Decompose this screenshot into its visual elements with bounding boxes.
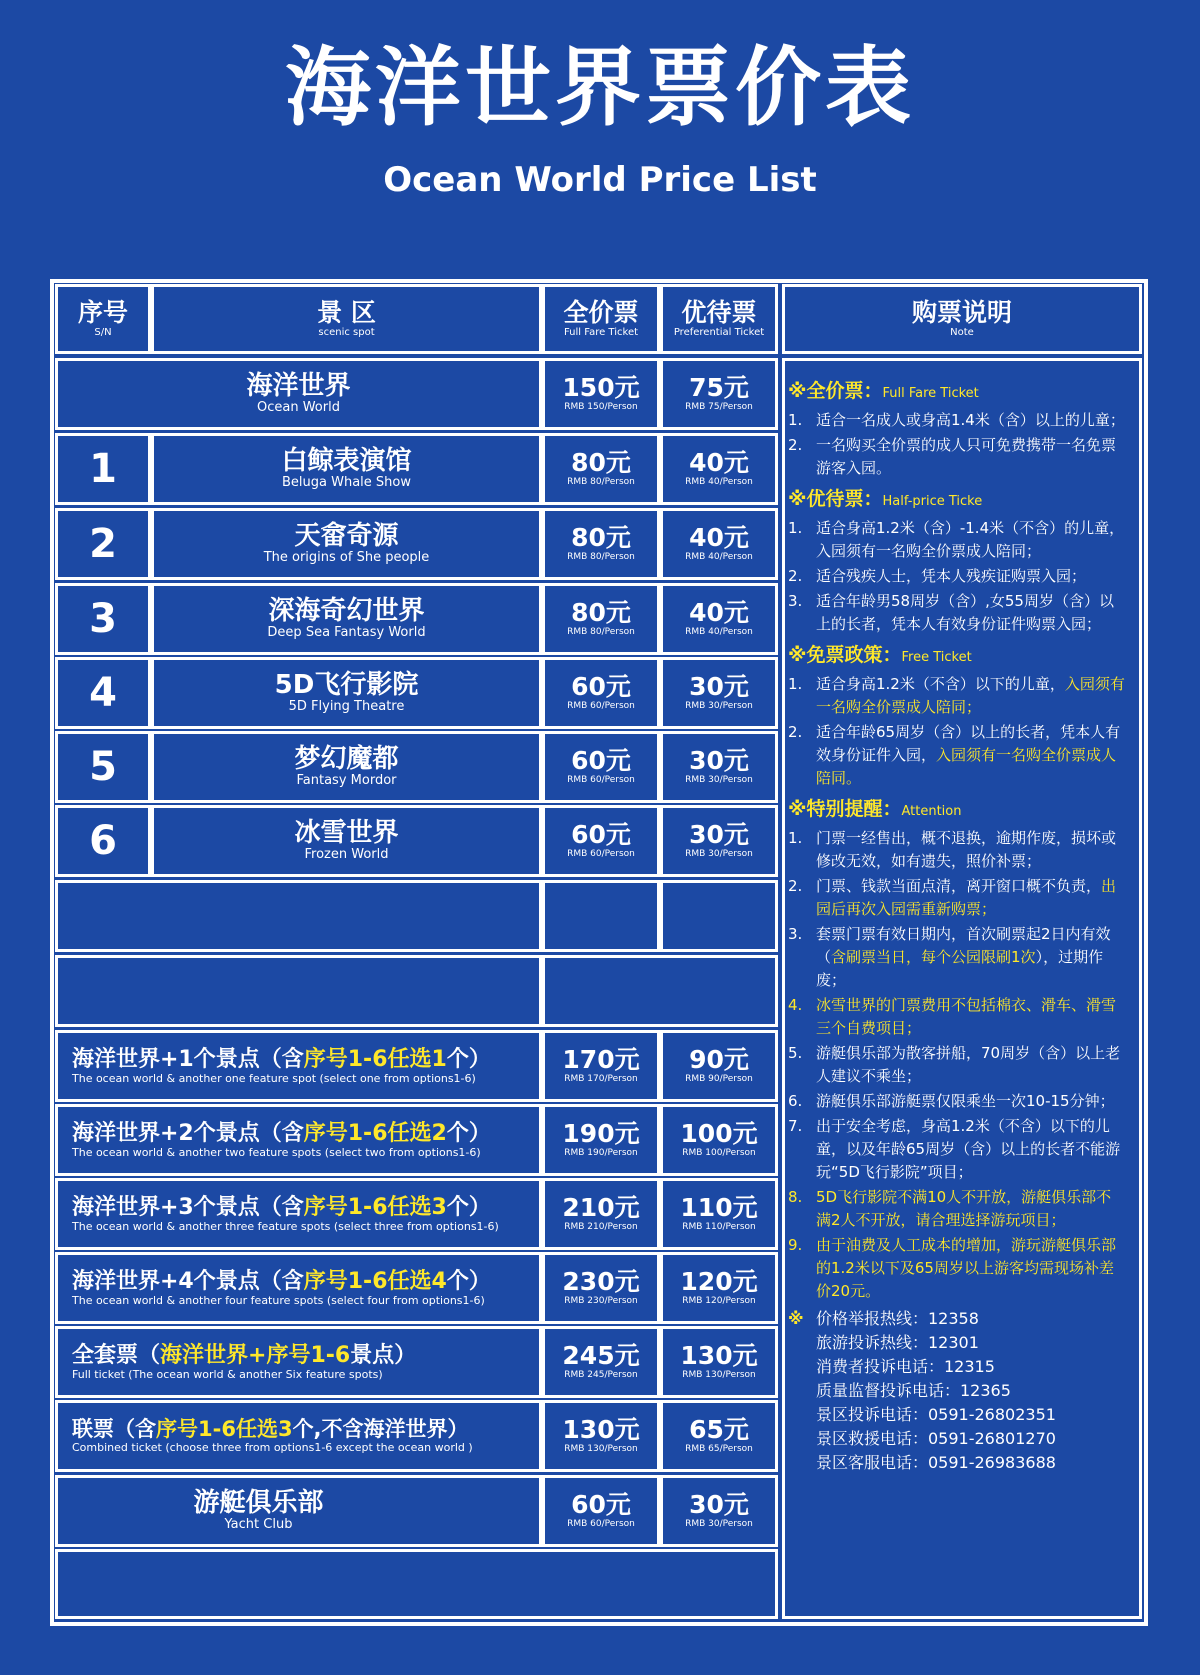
hotline-item: 质量监督投诉电话：12365: [816, 1381, 1011, 1400]
empty-cell: [660, 880, 778, 952]
spot-pref-value: 40元: [689, 448, 749, 478]
header-note-zh: 购票说明: [911, 298, 1012, 328]
combo-name-zh: [72, 1269, 491, 1294]
spot-pref-price: [660, 583, 778, 655]
spot-name: [151, 657, 542, 729]
combo-name-zh: [72, 1047, 491, 1072]
combo-full-value: 210元: [562, 1193, 640, 1223]
combo-pref-en: RMB 90/Person: [685, 1073, 753, 1084]
reference-mark-icon: ※: [788, 1309, 804, 1328]
header-spot-en: scenic spot: [318, 326, 375, 338]
page-subtitle: Ocean World Price List: [383, 160, 817, 200]
combo-zh-highlight: 序号1-6任选2: [303, 1120, 447, 1146]
main-pref-en: RMB 75/Person: [685, 401, 753, 412]
combo-pref-en: RMB 100/Person: [682, 1147, 756, 1158]
spot-full-price: [542, 805, 660, 877]
note-item: 3. 套票门票有效日期内，首次刷票起2日内有效（含刷票当日，每个公园限刷1次），过期作废；: [788, 925, 1111, 989]
note-item-text: 适合身高1.2米（含）-1.4米（不含）的儿童，入园须有一名购全价票成人陪同；: [816, 519, 1125, 560]
note-item: 2. 适合年龄65周岁（含）以上的长者，凭本人有效身份证件入园，入园须有一名购全价票成人陪同。: [788, 723, 1121, 787]
spot-full-en: RMB 60/Person: [567, 848, 635, 859]
spot-name-zh: 冰雪世界: [294, 818, 399, 849]
note-heading-attention-en: Attention: [901, 804, 962, 819]
spot-pref-value: 30元: [689, 820, 749, 850]
spot-pref-en: RMB 40/Person: [685, 551, 753, 562]
main-spot: [55, 358, 542, 430]
combo-full-value: 130元: [562, 1415, 640, 1445]
note-item-text: 由于油费及人工成本的增加，游玩游艇俱乐部的1.2米以下及65周岁以上游客均需现场补差价20元。: [816, 1236, 1117, 1300]
combo-pref-value: 110元: [680, 1193, 758, 1223]
spot-pref-value: 30元: [689, 746, 749, 776]
spot-full-price: [542, 731, 660, 803]
spot-name-zh: 深海奇幻世界: [268, 596, 425, 627]
header-full-en: Full Fare Ticket: [563, 326, 639, 338]
combo-zh-b: 景点）: [350, 1342, 417, 1368]
hotline-item: 景区投诉电话：0591-26802351: [816, 1405, 1056, 1424]
note-item: 3. 适合年龄男58周岁（含）,女55周岁（含）以上的长者，凭本人有效身份证件购票入园；: [788, 592, 1114, 633]
spot-full-value: 80元: [571, 448, 631, 478]
spot-num-text: 1: [89, 446, 117, 492]
hotline-item: 景区救援电话：0591-26801270: [816, 1429, 1056, 1448]
spot-pref-en: RMB 30/Person: [685, 848, 753, 859]
spot-full-value: 80元: [571, 598, 631, 628]
spot-pref-en: RMB 30/Person: [685, 774, 753, 785]
main-spot-en: Ocean World: [257, 399, 340, 415]
spot-full-value: 60元: [571, 746, 631, 776]
hotline-item: 价格举报热线：12358: [816, 1309, 979, 1328]
combo-name-en: Full ticket (The ocean world & another Six feature spots): [72, 1368, 383, 1382]
spot-pref-price: [660, 508, 778, 580]
header-sn: [55, 284, 151, 354]
combo-pref-value: 120元: [680, 1267, 758, 1297]
spot-num: [55, 433, 151, 505]
combo-zh-b: 个）: [446, 1046, 491, 1072]
combo-zh-b: 个）: [446, 1120, 491, 1146]
empty-cell: [55, 1549, 778, 1619]
spot-name-zh: 白鲸表演馆: [281, 446, 412, 477]
spot-name-en: Frozen World: [304, 846, 389, 862]
main-full-en: RMB 150/Person: [564, 401, 638, 412]
header-full: [542, 284, 660, 354]
header-pref: [660, 284, 778, 354]
combo-zh-highlight: 海洋世界+序号1-6: [160, 1342, 351, 1368]
spot-full-value: 60元: [571, 820, 631, 850]
combo-pref-value: 130元: [680, 1341, 758, 1371]
main-spot-zh: 海洋世界: [246, 371, 351, 402]
page-title: 海洋世界票价表: [285, 38, 915, 138]
combo-full-en: RMB 170/Person: [564, 1073, 638, 1084]
combo-name-en: Combined ticket (choose three from options1-6 except the ocean world ): [72, 1441, 473, 1455]
note-heading-pref-zh: ※优待票：: [788, 488, 883, 510]
spot-pref-en: RMB 40/Person: [685, 626, 753, 637]
spot-name-en: Fantasy Mordor: [296, 772, 397, 788]
combo-zh-b: 个）: [446, 1194, 491, 1220]
spot-num-text: 3: [89, 596, 117, 642]
spot-num: [55, 508, 151, 580]
hotline-item: 景区客服电话：0591-26983688: [816, 1453, 1056, 1472]
spot-full-en: RMB 80/Person: [567, 476, 635, 487]
spot-pref-price: [660, 657, 778, 729]
note-item-text-end: ），过期作废；: [816, 948, 1104, 989]
note-item: 2. 门票、钱款当面点清，离开窗口概不负责，出园后再次入园需重新购票；: [788, 877, 1117, 918]
note-item-text: 门票、钱款当面点清，离开窗口概不负责，: [816, 877, 1102, 895]
note-heading-free: [788, 640, 1126, 667]
note-item-text: 游艇俱乐部游艇票仅限乘坐一次10-15分钟；: [816, 1092, 1115, 1110]
spot-num: [55, 805, 151, 877]
combo-pref-en: RMB 130/Person: [682, 1369, 756, 1380]
combo-pref-en: RMB 120/Person: [682, 1295, 756, 1306]
header-spot: [151, 284, 542, 354]
note-item: 1. 适合身高1.2米（含）-1.4米（不含）的儿童，入园须有一名购全价票成人陪同；: [788, 519, 1125, 560]
note-item-text: 门票一经售出，概不退换，逾期作废，损坏或修改无效，如有遗失，照价补票；: [816, 829, 1117, 870]
combo-pref-value: 100元: [680, 1119, 758, 1149]
spot-name-zh: 天畲奇源: [294, 521, 399, 552]
spot-name-en: Beluga Whale Show: [282, 474, 411, 490]
combo-zh-a: 全套票（: [72, 1342, 161, 1368]
combo-name: [55, 1400, 542, 1472]
combo-full-price: [542, 1030, 660, 1102]
note-item-text: 适合残疾人士，凭本人残疾证购票入园；: [816, 567, 1087, 585]
empty-cell: [55, 955, 542, 1027]
note-heading-free-en: Free Ticket: [901, 650, 972, 665]
empty-cell: [55, 880, 542, 952]
combo-pref-price: [660, 1400, 778, 1472]
note-item-text: 5D飞行影院不满10人不开放，游艇俱乐部不满2人不开放，请合理选择游玩项目；: [816, 1188, 1112, 1229]
combo-zh-a: 海洋世界+4个景点（含: [72, 1268, 304, 1294]
spot-name: [151, 805, 542, 877]
spot-name: [151, 731, 542, 803]
spot-full-en: RMB 60/Person: [567, 774, 635, 785]
spot-full-en: RMB 80/Person: [567, 626, 635, 637]
yacht-pref-value: 30元: [689, 1490, 749, 1520]
empty-cell: [542, 955, 778, 1027]
hotline-list: [788, 1307, 1126, 1475]
main-pref-price: [660, 358, 778, 430]
note-item-text: 一名购买全价票的成人只可免费携带一名免票游客入园。: [816, 436, 1117, 477]
spot-pref-price: [660, 805, 778, 877]
combo-name-en: The ocean world & another four feature spots (select four from options1-6): [72, 1294, 485, 1308]
combo-pref-price: [660, 1252, 778, 1324]
yacht-name-zh: 游艇俱乐部: [193, 1488, 324, 1519]
note-item: 4. 冰雪世界的门票费用不包括棉衣、滑车、滑雪三个自费项目；: [788, 996, 1117, 1037]
note-item-text: 适合年龄男58周岁（含）,女55周岁（含）以上的长者，凭本人有效身份证件购票入园；: [816, 592, 1114, 633]
combo-full-price: [542, 1104, 660, 1176]
spot-name: [151, 583, 542, 655]
main-full-value: 150元: [562, 373, 640, 403]
note-item: 1. 适合一名成人或身高1.4米（含）以上的儿童；: [788, 411, 1125, 429]
combo-name: [55, 1326, 542, 1398]
yacht-name: [55, 1475, 542, 1547]
combo-name: [55, 1104, 542, 1176]
spot-pref-en: RMB 40/Person: [685, 476, 753, 487]
spot-pref-value: 30元: [689, 672, 749, 702]
combo-name-en: The ocean world & another one feature spot (select one from options1-6): [72, 1072, 476, 1086]
header-sn-zh: 序号: [77, 298, 128, 328]
combo-name-zh: [72, 1343, 416, 1368]
note-heading-attention: [788, 794, 1126, 821]
yacht-pref-price: [660, 1475, 778, 1547]
note-item-highlight: 含刷票当日，每个公园限刷1次: [831, 948, 1036, 966]
note-item-text: 出于安全考虑，身高1.2米（不含）以下的儿童，以及年龄65周岁（含）以上的长者不能游玩“5D飞行影院”项目；: [816, 1117, 1121, 1181]
combo-zh-highlight: 序号1-6任选4: [303, 1268, 447, 1294]
combo-pref-value: 90元: [689, 1045, 749, 1075]
combo-zh-a: 联票（含: [72, 1417, 156, 1442]
spot-pref-price: [660, 433, 778, 505]
combo-name: [55, 1252, 542, 1324]
spot-full-price: [542, 508, 660, 580]
note-item: 9. 由于油费及人工成本的增加，游玩游艇俱乐部的1.2米以下及65周岁以上游客均需现场补差价20元。: [788, 1236, 1117, 1300]
note-item-text: 游艇俱乐部为散客拼船，70周岁（含）以上老人建议不乘坐；: [816, 1044, 1121, 1085]
combo-full-value: 170元: [562, 1045, 640, 1075]
spot-pref-value: 40元: [689, 523, 749, 553]
note-item-text: 适合一名成人或身高1.4米（含）以上的儿童；: [816, 411, 1125, 429]
spot-num: [55, 583, 151, 655]
yacht-full-price: [542, 1475, 660, 1547]
combo-full-en: RMB 230/Person: [564, 1295, 638, 1306]
spot-name-en: 5D Flying Theatre: [288, 698, 405, 714]
note-item-text: 适合年龄65周岁（含）以上的长者，凭本人有效身份证件入园，: [816, 723, 1121, 764]
combo-full-price: [542, 1400, 660, 1472]
combo-zh-highlight: 序号1-6任选3: [303, 1194, 447, 1220]
combo-zh-highlight: 序号1-6任选3: [156, 1417, 293, 1442]
combo-zh-highlight: 序号1-6任选1: [303, 1046, 447, 1072]
spot-pref-price: [660, 731, 778, 803]
spot-name: [151, 433, 542, 505]
combo-name-en: The ocean world & another three feature spots (select three from options1-6): [72, 1220, 499, 1234]
spot-num-text: 2: [89, 521, 117, 567]
main-pref-value: 75元: [689, 373, 749, 403]
spot-full-value: 80元: [571, 523, 631, 553]
note-item: 6. 游艇俱乐部游艇票仅限乘坐一次10-15分钟；: [788, 1092, 1115, 1110]
empty-cell: [542, 880, 660, 952]
note-item: 1. 门票一经售出，概不退换，逾期作废，损坏或修改无效，如有遗失，照价补票；: [788, 829, 1117, 870]
combo-zh-b: 个,不含海洋世界）: [292, 1417, 469, 1442]
spot-full-en: RMB 60/Person: [567, 700, 635, 711]
combo-zh-a: 海洋世界+1个景点（含: [72, 1046, 304, 1072]
spot-num: [55, 657, 151, 729]
main-full-price: [542, 358, 660, 430]
spot-full-price: [542, 583, 660, 655]
spot-pref-en: RMB 30/Person: [685, 700, 753, 711]
note-item: 2. 适合残疾人士，凭本人残疾证购票入园；: [788, 567, 1087, 585]
combo-pref-en: RMB 65/Person: [685, 1443, 753, 1454]
note-item-highlight: 出园后再次入园需重新购票；: [816, 877, 1117, 918]
note-item: 1. 适合身高1.2米（不含）以下的儿童，入园须有一名购全价票成人陪同；: [788, 675, 1125, 716]
note-item-highlight: 入园须有一名购全价票成人陪同。: [816, 746, 1117, 787]
combo-pref-value: 65元: [689, 1415, 749, 1445]
spot-num-text: 4: [89, 670, 117, 716]
note-heading-attention-zh: ※特别提醒：: [788, 798, 902, 820]
spot-full-en: RMB 80/Person: [567, 551, 635, 562]
header-note-en: Note: [950, 326, 974, 338]
yacht-full-en: RMB 60/Person: [567, 1518, 635, 1529]
combo-full-value: 190元: [562, 1119, 640, 1149]
note-item-text: 冰雪世界的门票费用不包括棉衣、滑车、滑雪三个自费项目；: [816, 996, 1117, 1037]
spot-full-price: [542, 657, 660, 729]
combo-full-en: RMB 245/Person: [564, 1369, 638, 1380]
header-pref-zh: 优待票: [681, 298, 757, 328]
combo-pref-price: [660, 1178, 778, 1250]
combo-pref-price: [660, 1030, 778, 1102]
note-heading-pref-en: Half-price Ticke: [882, 494, 983, 509]
spot-name: [151, 508, 542, 580]
header-full-zh: 全价票: [563, 298, 639, 328]
yacht-pref-en: RMB 30/Person: [685, 1518, 753, 1529]
combo-name-zh: [72, 1417, 469, 1441]
spot-name-en: Deep Sea Fantasy World: [267, 624, 426, 640]
combo-pref-price: [660, 1326, 778, 1398]
note-item: 5. 游艇俱乐部为散客拼船，70周岁（含）以上老人建议不乘坐；: [788, 1044, 1121, 1085]
spot-name-en: The origins of She people: [263, 549, 430, 565]
header-note: [782, 284, 1142, 354]
combo-full-price: [542, 1252, 660, 1324]
note-heading-full-zh: ※全价票：: [788, 380, 883, 402]
note-item: 7. 出于安全考虑，身高1.2米（不含）以下的儿童，以及年龄65周岁（含）以上的长者不能游玩“5D飞行影院”项目；: [788, 1117, 1121, 1181]
combo-full-en: RMB 210/Person: [564, 1221, 638, 1232]
header-pref-en: Preferential Ticket: [673, 326, 765, 338]
spot-name-zh: 梦幻魔都: [294, 744, 399, 775]
combo-pref-price: [660, 1104, 778, 1176]
combo-name: [55, 1178, 542, 1250]
spot-name-zh: 5D飞行影院: [274, 670, 419, 701]
combo-zh-a: 海洋世界+3个景点（含: [72, 1194, 304, 1220]
note-heading-full: [788, 376, 1126, 403]
yacht-name-en: Yacht Club: [224, 1516, 293, 1532]
note-item-text: 适合身高1.2米（不含）以下的儿童，: [816, 675, 1065, 693]
header-sn-en: S/N: [94, 326, 112, 338]
combo-full-value: 245元: [562, 1341, 640, 1371]
note-item-text: 套票门票有效日期内，首次刷票起2日内有效（: [816, 925, 1111, 966]
note-item-highlight: 入园须有一名购全价票成人陪同；: [816, 675, 1125, 716]
hotline-item: 消费者投诉电话：12315: [816, 1357, 995, 1376]
header-spot-zh: 景 区: [317, 298, 376, 328]
note-heading-free-zh: ※免票政策：: [788, 644, 902, 666]
note-heading-pref: [788, 484, 1126, 511]
yacht-full-value: 60元: [571, 1490, 631, 1520]
hotline-item: 旅游投诉热线：12301: [816, 1333, 979, 1352]
combo-full-price: [542, 1178, 660, 1250]
combo-name-zh: [72, 1195, 491, 1220]
combo-zh-a: 海洋世界+2个景点（含: [72, 1120, 304, 1146]
spot-pref-value: 40元: [689, 598, 749, 628]
combo-name-en: The ocean world & another two feature spots (select two from options1-6): [72, 1146, 481, 1160]
spot-num-text: 5: [89, 744, 117, 790]
spot-num-text: 6: [89, 818, 117, 864]
spot-full-value: 60元: [571, 672, 631, 702]
note-item: 8. 5D飞行影院不满10人不开放，游艇俱乐部不满2人不开放，请合理选择游玩项目；: [788, 1188, 1112, 1229]
combo-name: [55, 1030, 542, 1102]
spot-full-price: [542, 433, 660, 505]
combo-full-en: RMB 190/Person: [564, 1147, 638, 1158]
purchase-notes: [788, 372, 1126, 1475]
combo-name-zh: [72, 1121, 491, 1146]
combo-pref-en: RMB 110/Person: [682, 1221, 756, 1232]
combo-full-en: RMB 130/Person: [564, 1443, 638, 1454]
combo-zh-b: 个）: [446, 1268, 491, 1294]
combo-full-price: [542, 1326, 660, 1398]
spot-num: [55, 731, 151, 803]
note-item: 2. 一名购买全价票的成人只可免费携带一名免票游客入园。: [788, 436, 1117, 477]
note-heading-full-en: Full Fare Ticket: [882, 386, 979, 401]
combo-full-value: 230元: [562, 1267, 640, 1297]
